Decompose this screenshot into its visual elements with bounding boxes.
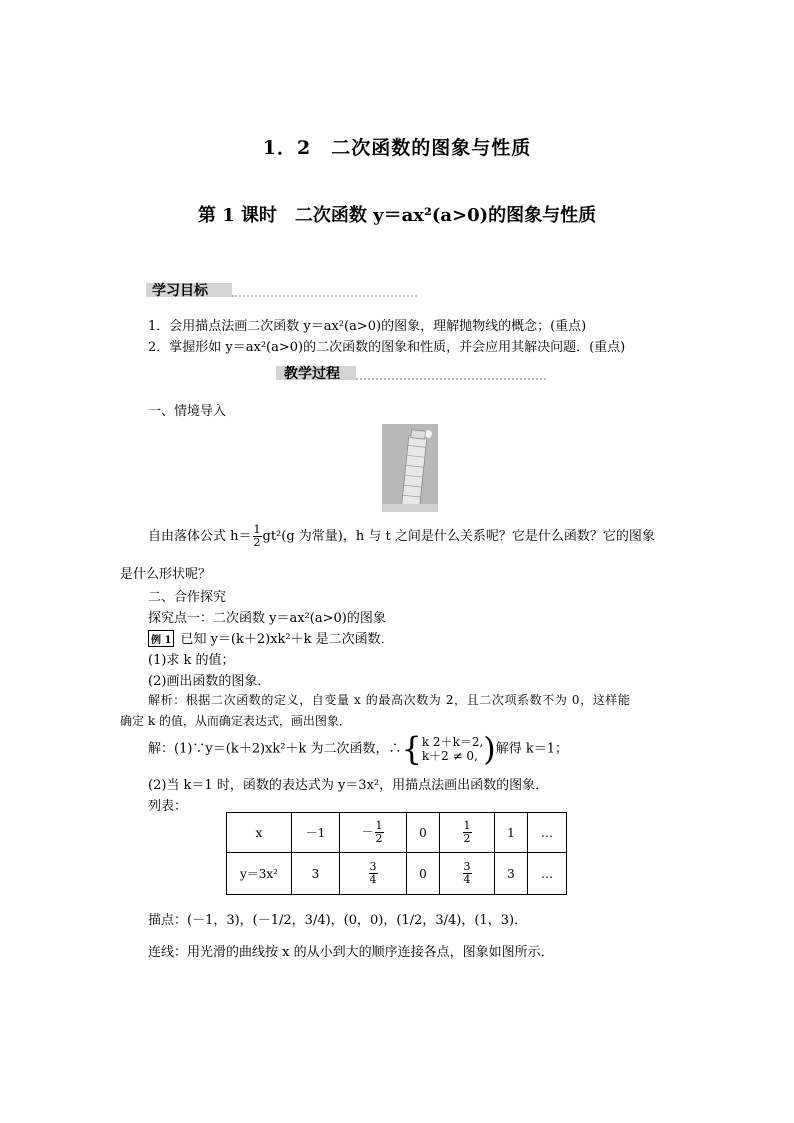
intro-line-2: 是什么形状呢？ — [120, 567, 212, 582]
table-cell: 3 — [495, 853, 528, 895]
table-cell: －1 — [292, 813, 340, 853]
explore-heading: 二、合作探究 — [148, 590, 227, 605]
equation-system: k 2＋k＝2, k＋2 ≠ 0, — [421, 735, 484, 763]
table-cell: … — [528, 853, 567, 895]
lesson-subtitle: 第 1 课时 二次函数 y＝ax²(a>0)的图象与性质 — [197, 205, 597, 226]
table-cell: 0 — [407, 853, 440, 895]
intro-line-1 — [148, 524, 655, 549]
solution-part-1: 解：(1)∵y＝(k＋2)xk²＋k 为二次函数，∴{ k 2＋k＝2, k＋2 ≠ 0, )解得 k＝1； — [148, 730, 569, 768]
example-q1: (1)求 k 的值； — [148, 653, 235, 668]
table-cell: y＝3x² — [227, 853, 292, 895]
solution-part-2: (2)当 k＝1 时，函数的表达式为 y＝3x²，用描点法画出函数的图象． — [148, 778, 549, 793]
table-cell: 3 — [292, 853, 340, 895]
table-cell-frac: $\frac{1}{2}$ — [440, 813, 495, 853]
table-cell-frac: － $\frac{1}{2}$ — [340, 813, 407, 853]
table-row-y — [227, 853, 567, 895]
example-stem: 例 1 已知 y＝(k＋2)xk²＋k 是二次函数． — [148, 628, 394, 647]
points-line: 描点：(－1，3)，(－1/2，3/4)，(0，0)，(1/2，3/4)，(1，3)． — [148, 913, 528, 928]
section-goals-label: 学习目标 — [152, 283, 208, 299]
goal-1: 1．会用描点法画二次函数 y＝ax²(a>0)的图象，理解抛物线的概念；(重点) — [148, 319, 587, 334]
table-cell: 0 — [407, 813, 440, 853]
table-cell: 1 — [495, 813, 528, 853]
value-table — [226, 812, 567, 895]
intro-text-after: gt²(g 为常量)，h 与 t 之间是什么关系呢？它是什么函数？它的图象 — [262, 529, 655, 544]
table-cell-frac: $\frac{3}{4}$ — [440, 853, 495, 895]
leaning-tower-image — [382, 424, 438, 512]
intro-text-before: 自由落体公式 h＝ — [148, 529, 252, 544]
explore-point-1: 探究点一：二次函数 y＝ax²(a>0)的图象 — [148, 611, 386, 626]
analysis-line-1: 解析：根据二次函数的定义，自变量 x 的最高次数为 2，且二次项系数不为 0，这样能 — [148, 693, 631, 707]
table-cell: x — [227, 813, 292, 853]
connect-line: 连线：用光滑的曲线按 x 的从小到大的顺序连接各点，图象如图所示． — [148, 945, 554, 960]
example-badge: 例 1 — [148, 630, 174, 647]
list-label: 列表： — [148, 799, 188, 814]
fraction-half: $\frac{1}{2}$ — [253, 523, 261, 549]
table-cell: … — [528, 813, 567, 853]
table-row-x — [227, 813, 567, 853]
table-cell-frac: $\frac{3}{4}$ — [340, 853, 407, 895]
page-title: 1．2 二次函数的图象与性质 — [262, 137, 532, 159]
analysis-line-2: 确定 k 的值，从而确定表达式，画出图象． — [120, 714, 351, 728]
example-q2: (2)画出函数的图象． — [148, 674, 271, 689]
goal-2: 2．掌握形如 y＝ax²(a>0)的二次函数的图象和性质，并会应用其解决问题．(重点) — [148, 340, 626, 355]
section-process-label: 教学过程 — [284, 366, 340, 382]
intro-heading: 一、情境导入 — [148, 404, 227, 419]
